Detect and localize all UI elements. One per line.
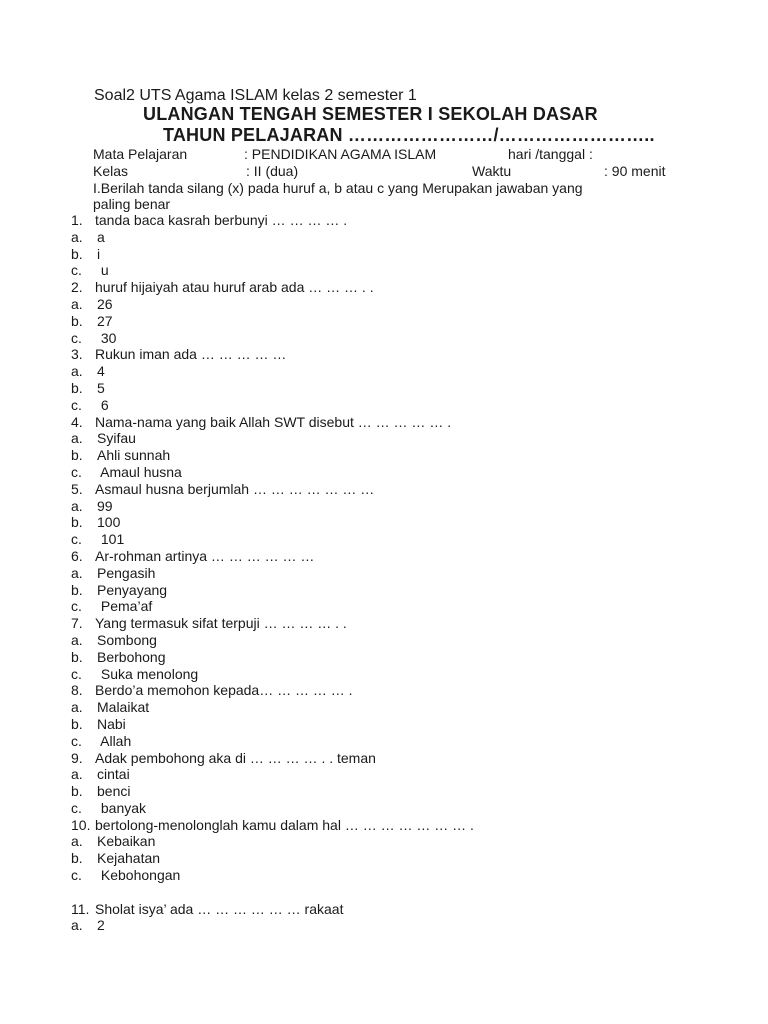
question-row [71,481,731,498]
option-text: 27 [97,312,113,329]
option-text: Penyayang [97,581,168,598]
answer-option[interactable] [71,498,731,515]
option-text: cintai [97,766,130,783]
question-text: huruf hijaiyah atau huruf arab ada … … … . . [95,279,374,296]
option-text: 26 [97,295,113,312]
option-label: c. [71,329,82,346]
option-text: 2 [97,917,105,934]
answer-option[interactable] [71,514,731,531]
answer-option[interactable] [71,464,731,481]
option-label: a. [71,363,83,380]
answer-option[interactable] [71,397,731,414]
answer-option[interactable] [71,447,731,464]
question-row [71,414,731,431]
answer-option[interactable] [71,262,731,279]
option-label: b. [71,245,83,262]
answer-option[interactable] [71,632,731,649]
question-row [71,548,731,565]
question-text: Nama-nama yang baik Allah SWT disebut … … … … … . [95,413,452,430]
option-text: Kebaikan [97,833,156,850]
option-text: 101 [97,531,125,548]
question-row [71,750,731,767]
option-text: Ahli sunnah [97,447,171,464]
class-value: : II (dua) [246,163,299,179]
year-line: TAHUN PELAJARAN ……………………/…………………….. [163,125,655,145]
question-number: 9. [71,749,83,766]
option-label: a. [71,917,83,934]
subject-value: : PENDIDIKAN AGAMA ISLAM [244,146,437,162]
day-label: hari /tanggal : [508,146,593,162]
option-label: b. [71,715,83,732]
option-text: u [97,262,109,279]
subject-label: Mata Pelajaran [93,146,188,162]
answer-option[interactable] [71,430,731,447]
option-text: benci [97,783,131,800]
option-label: a. [71,564,83,581]
answer-option[interactable] [71,833,731,850]
answer-option[interactable] [71,598,731,615]
option-text: 6 [97,396,109,413]
question-number: 7. [71,615,83,632]
question-row [71,346,731,363]
question-row [71,615,731,632]
option-label: c. [71,665,82,682]
question-text: Asmaul husna berjumlah … … … … … … … [95,480,375,497]
option-text: Nabi [97,715,126,732]
answer-option[interactable] [71,766,731,783]
answer-option[interactable] [71,330,731,347]
question-row [71,682,731,699]
question-text: bertolong-menolonglah kamu dalam hal … … … … … … … . [95,816,474,833]
option-text: Sombong [97,631,157,648]
question-text: Sholat isya’ ada … … … … … … rakaat [95,900,344,917]
option-text: 4 [97,363,105,380]
option-text: banyak [97,799,147,816]
question-text: Ar-rohman artinya … … … … … … [95,547,315,564]
time-label: Waktu [472,163,512,179]
option-label: b. [71,312,83,329]
answer-option[interactable] [71,850,731,867]
option-label: b. [71,648,83,665]
option-text: Kejahatan [97,850,161,867]
option-label: a. [71,699,83,716]
option-text: 5 [97,379,105,396]
answer-option[interactable] [71,716,731,733]
answer-option[interactable] [71,531,731,548]
class-label: Kelas [93,163,129,179]
doc-title: Soal2 UTS Agama ISLAM kelas 2 semester 1 [94,87,417,104]
option-text: 100 [97,514,121,531]
question-number: 4. [71,413,83,430]
option-text: Amaul husna [97,463,182,480]
answer-option[interactable] [71,363,731,380]
answer-option[interactable] [71,229,731,246]
option-label: c. [71,732,82,749]
option-text: Pengasih [97,564,156,581]
option-text: Allah [97,732,132,749]
option-label: b. [71,379,83,396]
question-number: 11. [71,900,90,917]
option-text: Malaikat [97,699,150,716]
question-row [71,901,731,918]
option-label: a. [71,497,83,514]
answer-option[interactable] [71,313,731,330]
option-text: a [97,228,105,245]
option-text: Pema’af [97,598,153,615]
option-text: i [97,245,101,262]
answer-option[interactable] [71,733,731,750]
question-number: 6. [71,547,83,564]
option-label: c. [71,598,82,615]
answer-option[interactable] [71,800,731,817]
question-text: Adak pembohong aka di … … … … . . teman [95,749,376,766]
spacer [71,884,731,901]
question-number: 1. [71,212,83,228]
question-row [71,212,731,229]
option-label: c. [71,262,82,279]
option-label: c. [71,531,82,548]
option-label: b. [71,850,83,867]
question-text: tanda baca kasrah berbunyi … … … … . [95,212,348,228]
answer-option[interactable] [71,917,731,934]
instruction-line-1: I.Berilah tanda silang (x) pada huruf a, b atau c yang Merupakan jawaban yang [93,180,583,196]
option-label: a. [71,295,83,312]
option-label: a. [71,766,83,783]
answer-option[interactable] [71,380,731,397]
answer-option[interactable] [71,666,731,683]
question-list [71,212,731,934]
question-text: Rukun iman ada … … … … … [95,346,287,363]
option-label: b. [71,581,83,598]
question-text: Yang termasuk sifat terpuji … … … … . . [95,615,347,632]
instruction-line-2: paling benar [93,196,171,212]
answer-option[interactable] [71,565,731,582]
answer-option[interactable] [71,582,731,599]
question-row [71,817,731,834]
question-number: 10. [71,816,91,833]
option-label: a. [71,430,83,447]
option-label: b. [71,514,83,531]
option-text: Kebohongan [97,867,181,884]
answer-option[interactable] [71,783,731,800]
option-label: b. [71,447,83,464]
option-label: c. [71,867,82,884]
option-label: c. [71,463,82,480]
option-label: b. [71,783,83,800]
answer-option[interactable] [71,867,731,884]
option-text: 99 [97,497,113,514]
answer-option[interactable] [71,699,731,716]
question-number: 2. [71,279,83,296]
exam-title: ULANGAN TENGAH SEMESTER I SEKOLAH DASAR [143,104,598,124]
question-row [71,279,731,296]
question-number: 8. [71,682,83,699]
answer-option[interactable] [71,649,731,666]
option-text: Suka menolong [97,665,199,682]
option-label: c. [71,799,82,816]
answer-option[interactable] [71,246,731,263]
option-label: c. [71,396,82,413]
question-number: 5. [71,480,83,497]
option-label: a. [71,228,83,245]
option-text: Syifau [97,430,136,447]
question-text: Berdo’a memohon kepada… … … … … . [95,682,353,699]
answer-option[interactable] [71,296,731,313]
time-value: : 90 menit [604,163,666,179]
option-label: a. [71,833,83,850]
option-text: Berbohong [97,648,166,665]
option-text: 30 [97,329,117,346]
question-number: 3. [71,346,83,363]
option-label: a. [71,631,83,648]
